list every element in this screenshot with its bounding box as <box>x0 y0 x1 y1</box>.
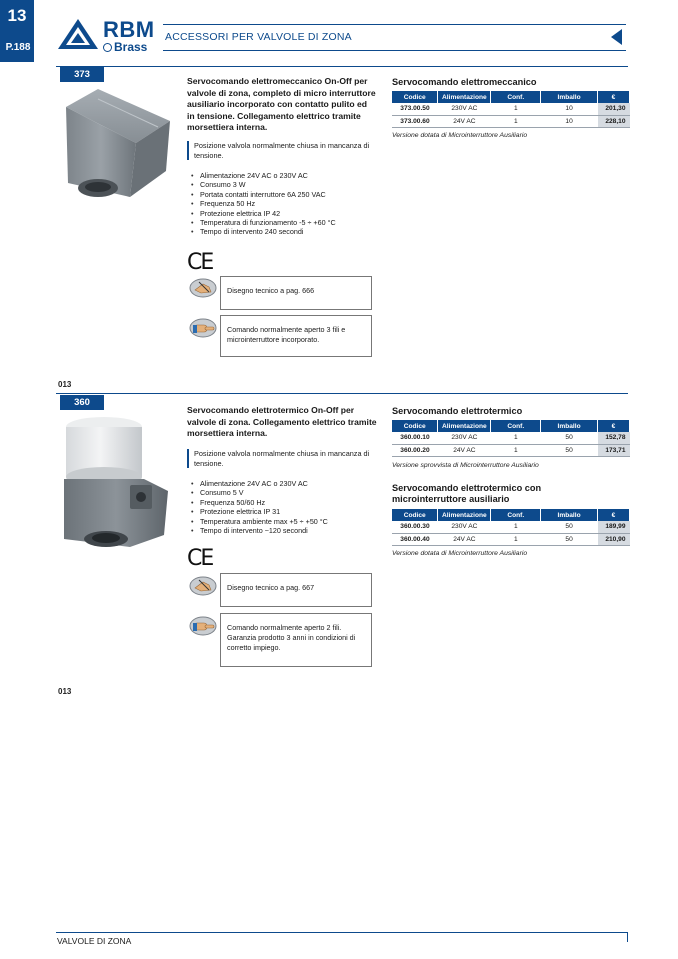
table-row: 360.00.10 230V AC 1 50 152,78 <box>392 432 630 444</box>
table-note: Versione sprovvista di Microinterruttore Ausiliario <box>392 462 539 469</box>
spec-item: • Portata contatti interruttore 6A 250 VAC <box>191 190 336 199</box>
column-header: € <box>598 509 630 521</box>
product-note: Posizione valvola normalmente chiusa in mancanza di tensione. <box>187 141 372 160</box>
column-header: Conf. <box>491 420 541 432</box>
column-header: Alimentazione <box>438 509 491 521</box>
table-row: 373.00.50 230V AC 1 10 201,30 <box>392 103 630 115</box>
info-note-box: Comando normalmente aperto 3 fili e microinterruttore incorporato. <box>220 315 372 357</box>
product-note: Posizione valvola normalmente chiusa in mancanza di tensione. <box>187 449 372 468</box>
column-header: € <box>598 420 630 432</box>
spec-item: • Tempo di intervento 240 secondi <box>191 227 336 236</box>
page-number: P.188 <box>5 42 31 53</box>
column-header: Codice <box>392 509 438 521</box>
section-rule <box>56 393 628 394</box>
table-title: Servocomando elettrotermico con microinterruttore ausiliario <box>392 483 542 504</box>
spec-item: • Frequenza 50/60 Hz <box>191 498 328 507</box>
price-table <box>392 91 630 128</box>
column-header: Codice <box>392 91 438 103</box>
page-arrow-icon[interactable] <box>611 29 622 45</box>
chapter-number: 13 <box>7 6 27 25</box>
technical-drawing-box: Disegno tecnico a pag. 667 <box>220 573 372 607</box>
table-title: Servocomando elettrotermico <box>392 406 523 416</box>
drawing-hand-icon <box>189 278 217 298</box>
product-tab: 373 <box>60 67 104 82</box>
column-header: Alimentazione <box>438 91 491 103</box>
product-image-373 <box>58 85 176 203</box>
spec-list <box>191 479 328 535</box>
column-header: Imballo <box>541 509 598 521</box>
brand-dot-icon <box>103 43 112 52</box>
footer-title: VALVOLE DI ZONA <box>57 936 132 946</box>
table-row: 360.00.30 230V AC 1 50 189,99 <box>392 521 630 533</box>
column-header: Codice <box>392 420 438 432</box>
column-header: Conf. <box>491 91 541 103</box>
spec-item: • Protezione elettrica IP 31 <box>191 507 328 516</box>
table-title: Servocomando elettromeccanico <box>392 77 537 87</box>
table-row: 360.00.20 24V AC 1 50 173,71 <box>392 444 630 456</box>
header-rule <box>163 24 626 25</box>
spec-item: • Consumo 5 V <box>191 488 328 497</box>
spec-item: • Consumo 3 W <box>191 180 336 189</box>
footer-tick <box>627 932 628 942</box>
column-header: Imballo <box>541 420 598 432</box>
info-note-box: Comando normalmente aperto 2 fili. Garanzia prodotto 3 anni in condizioni di corretto impiego. <box>220 613 372 667</box>
spec-item: • Temperatura ambiente max +5 ÷ +50 °C <box>191 517 328 526</box>
spec-item: • Frequenza 50 Hz <box>191 199 336 208</box>
pointing-hand-icon <box>189 318 217 338</box>
spec-item: • Temperatura di funzionamento -5 ÷ +60 °C <box>191 218 336 227</box>
product-tab: 360 <box>60 395 104 410</box>
spec-item: • Alimentazione 24V AC o 230V AC <box>191 171 336 180</box>
spec-item: • Tempo di intervento ~120 secondi <box>191 526 328 535</box>
footer-rule <box>56 932 628 933</box>
section-code: 013 <box>58 687 72 696</box>
technical-drawing-box: Disegno tecnico a pag. 666 <box>220 276 372 310</box>
section-code: 013 <box>58 380 72 389</box>
table-row: 373.00.60 24V AC 1 10 228,10 <box>392 115 630 127</box>
column-header: Conf. <box>491 509 541 521</box>
pointing-hand-icon <box>189 616 217 636</box>
column-header: € <box>598 91 630 103</box>
section-title: ACCESSORI PER VALVOLE DI ZONA <box>165 31 352 43</box>
ce-mark-icon: CE <box>187 546 213 571</box>
price-table <box>392 420 630 457</box>
spec-item: • Alimentazione 24V AC o 230V AC <box>191 479 328 488</box>
spec-list <box>191 171 336 237</box>
table-note: Versione dotata di Microinterruttore Ausiliario <box>392 550 528 557</box>
table-note: Versione dotata di Microinterruttore Ausiliario <box>392 132 528 139</box>
drawing-hand-icon <box>189 576 217 596</box>
header-rule-bottom <box>163 50 626 51</box>
ce-mark-icon: CE <box>187 250 213 275</box>
column-header: Alimentazione <box>438 420 491 432</box>
product-description: Servocomando elettromeccanico On-Off per valvole di zona, completo di micro interruttore ausiliario incorporato con contatto pulito ed in tensione. Collegamento elettrico tramite morsettiera interna. <box>187 76 376 133</box>
brand-sub: Brass <box>103 40 147 54</box>
column-header: Imballo <box>541 91 598 103</box>
spec-item: • Protezione elettrica IP 42 <box>191 209 336 218</box>
section-rule <box>56 66 628 67</box>
price-table <box>392 509 630 546</box>
product-description: Servocomando elettrotermico On-Off per valvole di zona. Collegamento elettrico tramite morsettiera interna. <box>187 405 377 439</box>
rbm-logo-icon <box>57 18 99 50</box>
product-image-360 <box>60 413 172 553</box>
table-row: 360.00.40 24V AC 1 50 210,90 <box>392 533 630 545</box>
brand-name: RBM <box>103 17 155 42</box>
